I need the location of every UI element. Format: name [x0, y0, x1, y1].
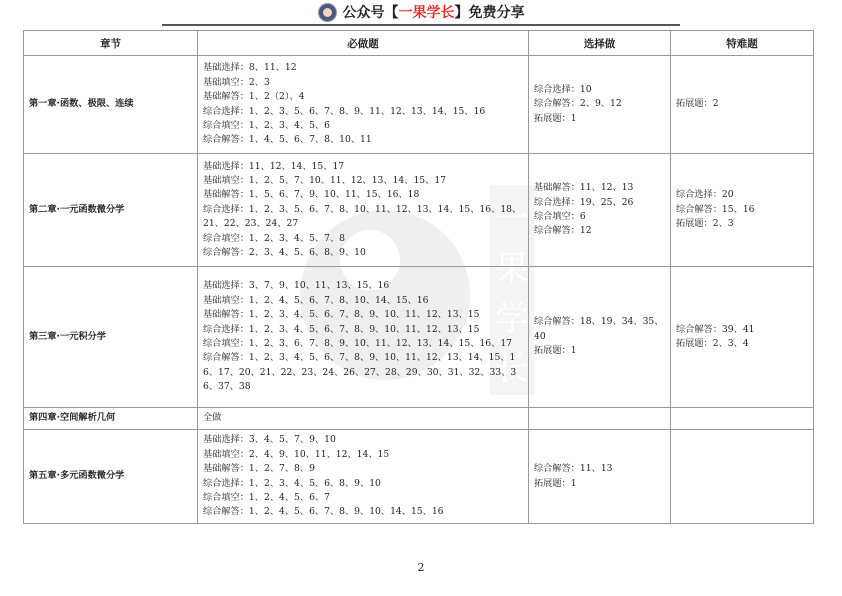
required-line: 基础选择：3、4、5、7、9、10: [203, 434, 336, 446]
table-row: [24, 408, 814, 430]
required-line: 综合解答：1、2、4、5、6、7、8、9、10、14、15、16: [203, 506, 444, 518]
watermark-char-4: 长: [495, 349, 529, 389]
chapter-cell: 第三章·一元积分学: [24, 267, 198, 408]
optional-line: 基础解答：11、12、13: [534, 182, 634, 194]
required-line: 基础解答：1、2（2）、4: [203, 91, 305, 103]
optional-line: 综合解答：12: [534, 225, 592, 237]
required-cell: [198, 430, 529, 524]
chapter-cell: 第一章·函数、极限、连续: [24, 56, 198, 154]
hard-line: 综合选择：20: [676, 189, 734, 201]
header-bracket-open: 【: [384, 5, 399, 21]
required-line: 综合选择：1、2、3、5、6、7、8、10、11、12、13、14、15、16、18、21、22、23、24、27: [203, 203, 522, 230]
required-line: 综合选择：1、2、3、4、5、6、8、9、10: [203, 477, 381, 489]
page-header: [0, 0, 842, 24]
table-row: [24, 267, 814, 408]
required-line: 基础填空：2、3: [203, 76, 270, 88]
optional-cell: [529, 267, 671, 408]
watermark-char-2: 果: [495, 249, 529, 289]
required-cell: [198, 267, 529, 408]
hard-cell: [671, 267, 814, 408]
hard-cell: [671, 430, 814, 524]
required-line: 综合解答：2、3、4、5、6、8、9、10: [203, 247, 366, 259]
required-line: 综合选择：1、2、3、4、5、6、7、8、9、10、11、12、13、15: [203, 323, 480, 335]
required-line: 全做: [203, 412, 222, 424]
required-cell: [198, 408, 529, 430]
header-suffix: 免费分享: [468, 5, 525, 21]
table-row: [24, 56, 814, 154]
problem-table: [23, 30, 814, 524]
table-header-row: [24, 31, 814, 56]
header-prefix: 公众号: [342, 5, 385, 21]
required-line: 基础选择：11、12、14、15、17: [203, 160, 345, 172]
required-line: 综合选择：1、2、3、5、6、7、8、9、11、12、13、14、15、16: [203, 105, 486, 117]
table-row: [24, 154, 814, 267]
page-number: 2: [417, 561, 425, 574]
required-line: 基础选择：8、11、12: [203, 62, 297, 74]
optional-line: 综合解答：2、9、12: [534, 98, 622, 110]
header-bracket-close: 】: [454, 5, 469, 21]
table-row: [24, 430, 814, 524]
optional-cell: [529, 430, 671, 524]
hard-line: 综合解答：39、41: [676, 323, 755, 335]
optional-cell: [529, 154, 671, 267]
required-line: 综合解答：1、4、5、6、7、8、10、11: [203, 134, 372, 146]
hard-line: 拓展题：2、3、4: [676, 338, 749, 349]
header-brand: 一果学长: [398, 5, 455, 21]
optional-line: 拓展题：1: [534, 112, 577, 124]
header-optional: 选择做: [529, 31, 671, 56]
hard-line: 拓展题：2、3: [676, 218, 734, 230]
required-line: 基础解答：1、2、7、8、9: [203, 463, 315, 475]
header-hard: 特难题: [671, 31, 814, 56]
hard-cell: [671, 408, 814, 430]
watermark-char-3: 学: [495, 299, 529, 339]
optional-line: 综合选择：19、25、26: [534, 196, 634, 208]
optional-line: 综合解答：11、13: [534, 463, 613, 475]
required-line: 综合填空：1、2、3、4、5、6: [203, 119, 330, 131]
avatar-icon: [318, 3, 337, 22]
chapter-cell: 第二章·一元函数微分学: [24, 154, 198, 267]
chapter-cell: 第四章·空间解析几何: [24, 408, 198, 430]
optional-line: 拓展题：1: [534, 477, 577, 489]
required-line: 基础选择：3、7、9、10、11、13、15、16: [203, 280, 390, 292]
required-cell: [198, 154, 529, 267]
optional-line: 综合解答：18、19、34、35、40: [534, 316, 664, 342]
required-line: 综合填空：1、2、3、4、5、7、8: [203, 232, 345, 244]
optional-line: 拓展题：1: [534, 345, 577, 357]
chapter-cell: 第五章·多元函数微分学: [24, 430, 198, 524]
table-body: [24, 56, 814, 524]
required-line: 基础填空：1、2、4、5、6、7、8、10、14、15、16: [203, 294, 429, 306]
hard-line: 拓展题：2: [676, 98, 719, 110]
required-line: 基础填空：1、2、5、7、10、11、12、13、14、15、17: [203, 174, 447, 186]
hard-cell: [671, 154, 814, 267]
required-cell: [198, 56, 529, 154]
required-line: 基础解答：1、2、3、4、5、6、7、8、9、10、11、12、13、15: [203, 309, 480, 321]
optional-line: 综合选择：10: [534, 83, 592, 95]
header-required: 必做题: [198, 31, 529, 56]
optional-cell: [529, 56, 671, 154]
optional-cell: [529, 408, 671, 430]
watermark-char-1: 一: [495, 199, 529, 239]
optional-line: 综合填空：6: [534, 211, 586, 222]
required-line: 基础解答：1、5、6、7、9、10、11、15、16、18: [203, 189, 420, 201]
required-line: 基础填空：2、4、9、10、11、12、14、15: [203, 448, 390, 460]
hard-cell: [671, 56, 814, 154]
required-line: 综合解答：1、2、3、4、5、6、7、8、9、10、11、12、13、14、15、16、17、20、21、22、23、24、26、27、28、29、30、31、32、33、36、37、38: [203, 352, 517, 393]
header-chapter: 章节: [24, 31, 198, 56]
required-line: 综合填空：1、2、3、6、7、8、9、10、11、12、13、14、15、16、17: [203, 338, 513, 349]
header-rule: [162, 24, 680, 26]
hard-line: 综合解答：15、16: [676, 203, 755, 215]
required-line: 综合填空：1、2、4、5、6、7: [203, 491, 330, 503]
